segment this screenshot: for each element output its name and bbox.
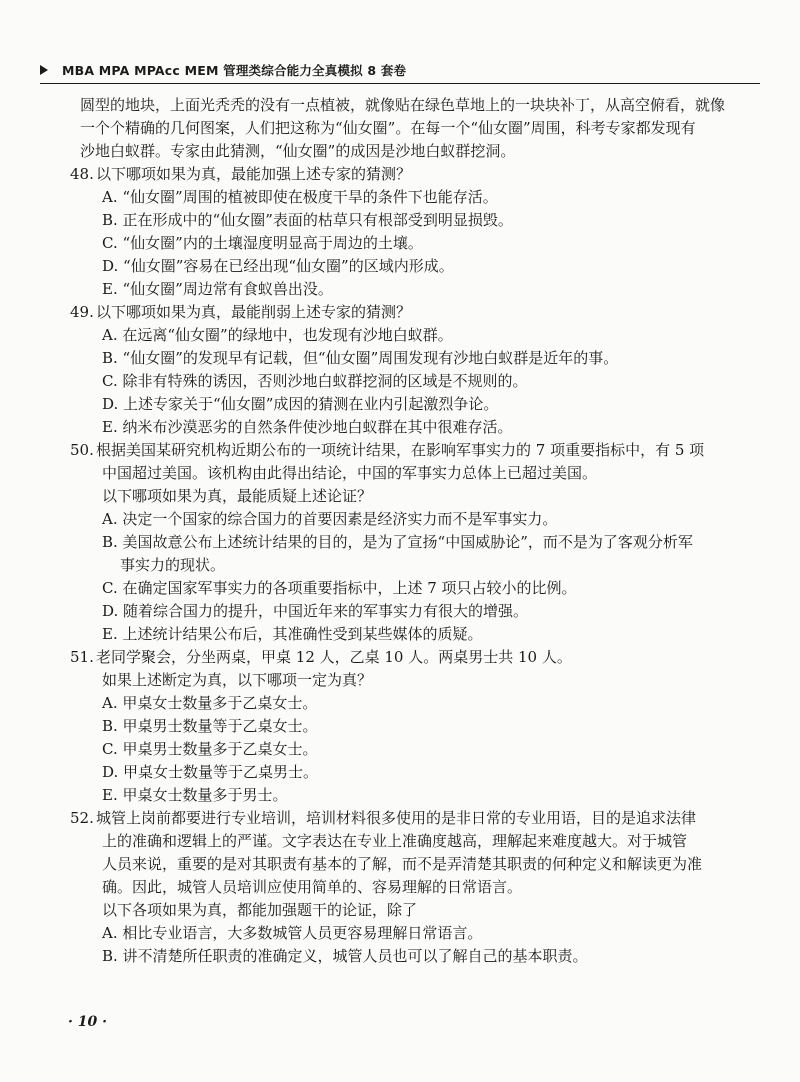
running-header bbox=[40, 60, 760, 80]
option-a: A. 相比专业语言，大多数城管人员更容易理解日常语言。 bbox=[102, 924, 483, 942]
option-c: C. 在确定国家军事实力的各项重要指标中，上述 7 项只占较小的比例。 bbox=[102, 579, 577, 597]
option-e: E. 纳米布沙漠恶劣的自然条件使沙地白蚁群在其中很难存活。 bbox=[102, 418, 513, 436]
question-stem: 以下各项如果为真，都能加强题干的论证，除了 bbox=[102, 901, 418, 919]
question-48 bbox=[70, 163, 750, 186]
option-b: B. 美国故意公布上述统计结果的目的，是为了宣扬“中国威胁论”，而不是为了客观分析军 bbox=[102, 533, 693, 551]
option-d: D. “仙女圈”容易在已经出现“仙女圈”的区域内形成。 bbox=[102, 257, 454, 275]
passage-line: 一个个精确的几何图案，人们把这称为“仙女圈”。在每一个“仙女圈”周围，科考专家都发现有 bbox=[80, 119, 696, 137]
question-text: 城管上岗前都要进行专业培训，培训材料很多使用的是非日常的专业用语，目的是追求法律 bbox=[96, 809, 697, 827]
question-51 bbox=[70, 646, 750, 669]
question-stem: 以下哪项如果为真，最能质疑上述论证？ bbox=[102, 487, 373, 505]
page-content bbox=[70, 94, 750, 968]
question-stem: 如果上述断定为真，以下哪项一定为真？ bbox=[102, 671, 373, 689]
option-a: A. 在远离“仙女圈”的绿地中，也发现有沙地白蚁群。 bbox=[102, 326, 453, 344]
option-b: B. 正在形成中的“仙女圈”表面的枯草只有根部受到明显损毁。 bbox=[102, 211, 513, 229]
question-stem: 以下哪项如果为真，最能加强上述专家的猜测？ bbox=[96, 165, 412, 183]
question-49 bbox=[70, 301, 750, 324]
option-a: A. 决定一个国家的综合国力的首要因素是经济实力而不是军事实力。 bbox=[102, 510, 558, 528]
option-c: C. 除非有特殊的诱因，否则沙地白蚁群挖洞的区域是不规则的。 bbox=[102, 372, 528, 390]
question-text: 人员来说，重要的是对其职责有基本的了解，而不是弄清楚其职责的何种定义和解读更为准 bbox=[102, 855, 703, 873]
question-number: 51. bbox=[70, 648, 94, 666]
option-e: E. 甲桌女士数量多于男士。 bbox=[102, 786, 288, 804]
option-a: A. “仙女圈”周围的植被即使在极度干旱的条件下也能存活。 bbox=[102, 188, 498, 206]
question-52 bbox=[70, 807, 750, 830]
question-number: 48. bbox=[70, 165, 94, 183]
passage-line: 圆型的地块，上面光秃秃的没有一点植被，就像贴在绿色草地上的一块块补丁，从高空俯看，就像 bbox=[80, 96, 726, 114]
question-number: 52. bbox=[70, 809, 94, 827]
question-text: 根据美国某研究机构近期公布的一项统计结果，在影响军事实力的 7 项重要指标中，有 5 项 bbox=[96, 441, 705, 459]
option-b: B. 讲不清楚所任职责的准确定义，城管人员也可以了解自己的基本职责。 bbox=[102, 947, 588, 965]
question-text: 老同学聚会，分坐两桌，甲桌 12 人，乙桌 10 人。两桌男士共 10 人。 bbox=[96, 648, 572, 666]
option-e: E. 上述统计结果公布后，其准确性受到某些媒体的质疑。 bbox=[102, 625, 483, 643]
option-d: D. 甲桌女士数量等于乙桌男士。 bbox=[102, 763, 319, 781]
passage-line: 沙地白蚁群。专家由此猜测，“仙女圈”的成因是沙地白蚁群挖洞。 bbox=[80, 142, 516, 160]
question-text: 中国超过美国。该机构由此得出结论，中国的军事实力总体上已超过美国。 bbox=[102, 464, 598, 482]
option-d: D. 上述专家关于“仙女圈”成因的猜测在业内引起激烈争论。 bbox=[102, 395, 499, 413]
question-number: 50. bbox=[70, 441, 94, 459]
header-title: MBA MPA MPAcc MEM 管理类综合能力全真模拟 8 套卷 bbox=[62, 63, 407, 78]
option-b: B. 甲桌男士数量等于乙桌女士。 bbox=[102, 717, 318, 735]
option-c: C. 甲桌男士数量多于乙桌女士。 bbox=[102, 740, 318, 758]
header-rule bbox=[40, 83, 760, 84]
question-stem: 以下哪项如果为真，最能削弱上述专家的猜测？ bbox=[96, 303, 412, 321]
option-e: E. “仙女圈”周边常有食蚁兽出没。 bbox=[102, 280, 333, 298]
option-b-continued: 事实力的现状。 bbox=[120, 556, 226, 574]
question-text: 确。因此，城管人员培训应使用简单的、容易理解的日常语言。 bbox=[102, 878, 523, 896]
question-number: 49. bbox=[70, 303, 94, 321]
triangle-marker-icon bbox=[40, 65, 48, 75]
option-b: B. “仙女圈”的发现早有记载，但“仙女圈”周围发现有沙地白蚁群是近年的事。 bbox=[102, 349, 619, 367]
question-text: 上的准确和逻辑上的严谨。文字表达在专业上准确度越高，理解起来难度越大。对于城管 bbox=[102, 832, 688, 850]
question-50 bbox=[70, 439, 750, 462]
option-c: C. “仙女圈”内的土壤湿度明显高于周边的土壤。 bbox=[102, 234, 423, 252]
option-d: D. 随着综合国力的提升，中国近年来的军事实力有很大的增强。 bbox=[102, 602, 529, 620]
page-number: · 10 · bbox=[68, 1014, 107, 1030]
option-a: A. 甲桌女士数量多于乙桌女士。 bbox=[102, 694, 318, 712]
